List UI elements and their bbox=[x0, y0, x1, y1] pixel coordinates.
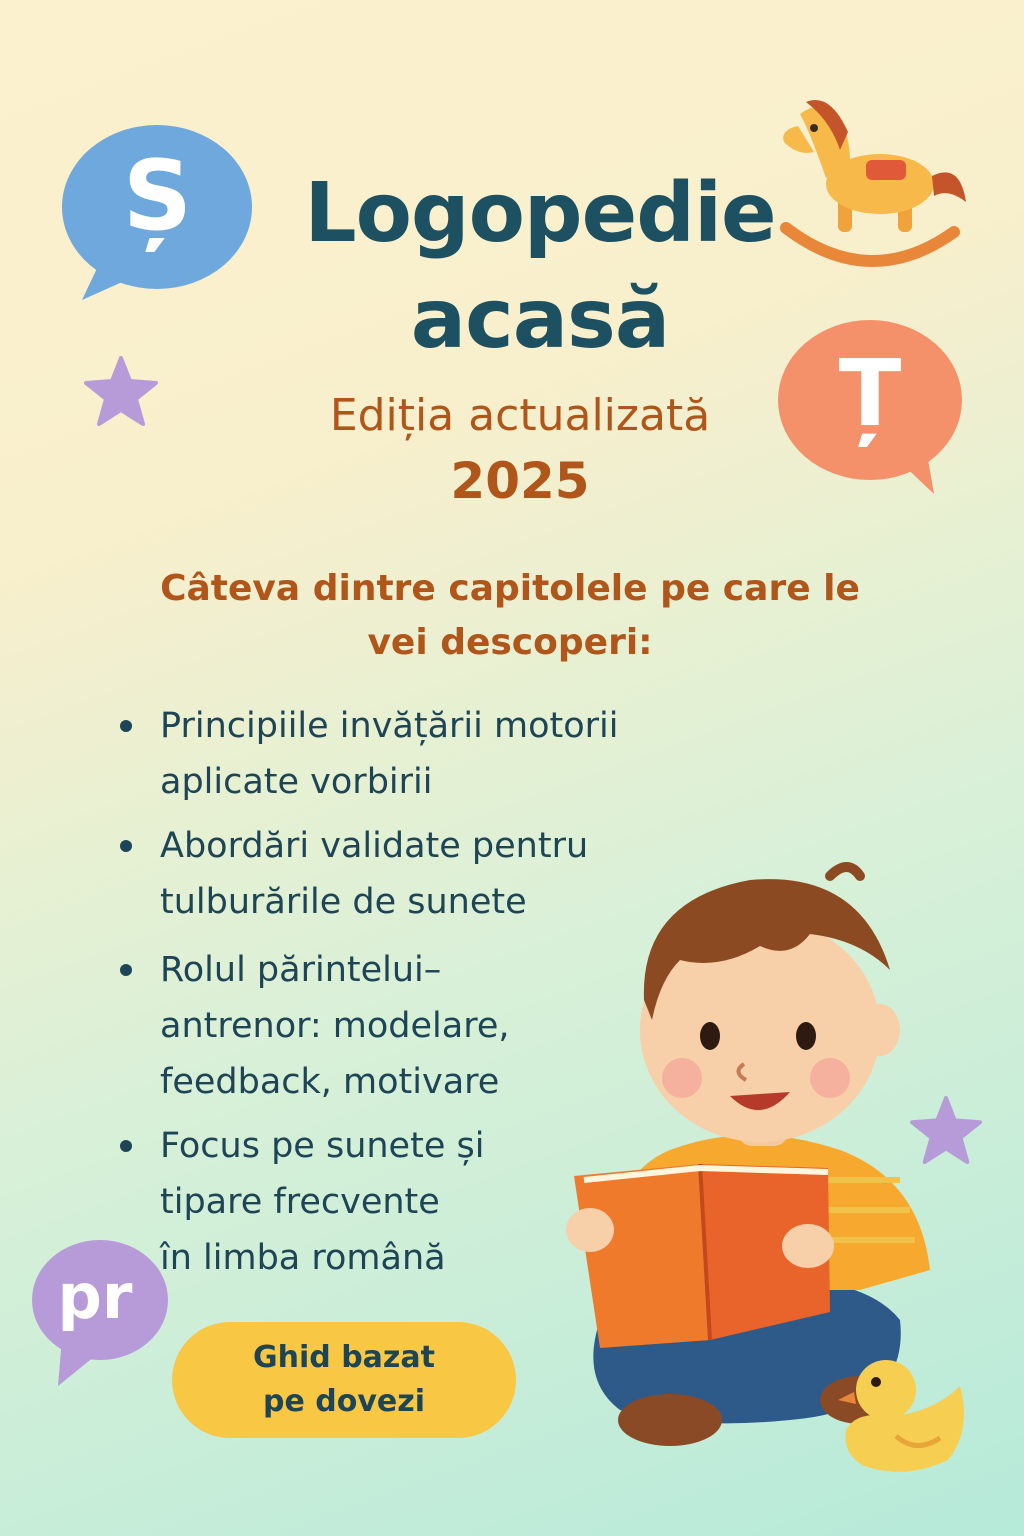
speech-bubble-s-icon bbox=[60, 122, 255, 302]
list-item-text: Rolul părintelui– antrenor: modelare, feedback, motivare bbox=[160, 950, 510, 1102]
bullet-icon bbox=[120, 1140, 132, 1152]
badge-label: Ghid bazat pe dovezi bbox=[253, 1340, 435, 1419]
speech-bubble-pr-icon bbox=[20, 1238, 170, 1388]
list-item-text: Focus pe sunete și tipare frecvente în limba română bbox=[160, 1126, 485, 1278]
chapters-heading: Câteva dintre capitolele pe care le vei descoperi: bbox=[160, 568, 860, 663]
bubble-letter-t: Ț bbox=[838, 340, 902, 447]
edition-label: Ediția actualizată bbox=[329, 390, 711, 441]
list-item-text: Abordări validate pentru tulburările de sunete bbox=[160, 826, 589, 922]
bubble-letter-pr: pr bbox=[57, 1260, 133, 1333]
star-icon bbox=[84, 356, 158, 426]
evidence-based-badge bbox=[172, 1322, 516, 1438]
title-line-1: Logopedie bbox=[304, 166, 776, 261]
list-item-text: Principiile invățării motorii aplicate vorbirii bbox=[160, 706, 619, 802]
rubber-duck-icon bbox=[836, 1350, 976, 1480]
bullet-icon bbox=[120, 840, 132, 852]
edition-year: 2025 bbox=[450, 452, 590, 510]
bullet-icon bbox=[120, 720, 132, 732]
title-line-2: acasă bbox=[410, 272, 670, 367]
bubble-letter-s: Ș bbox=[122, 140, 193, 252]
bullet-icon bbox=[120, 964, 132, 976]
